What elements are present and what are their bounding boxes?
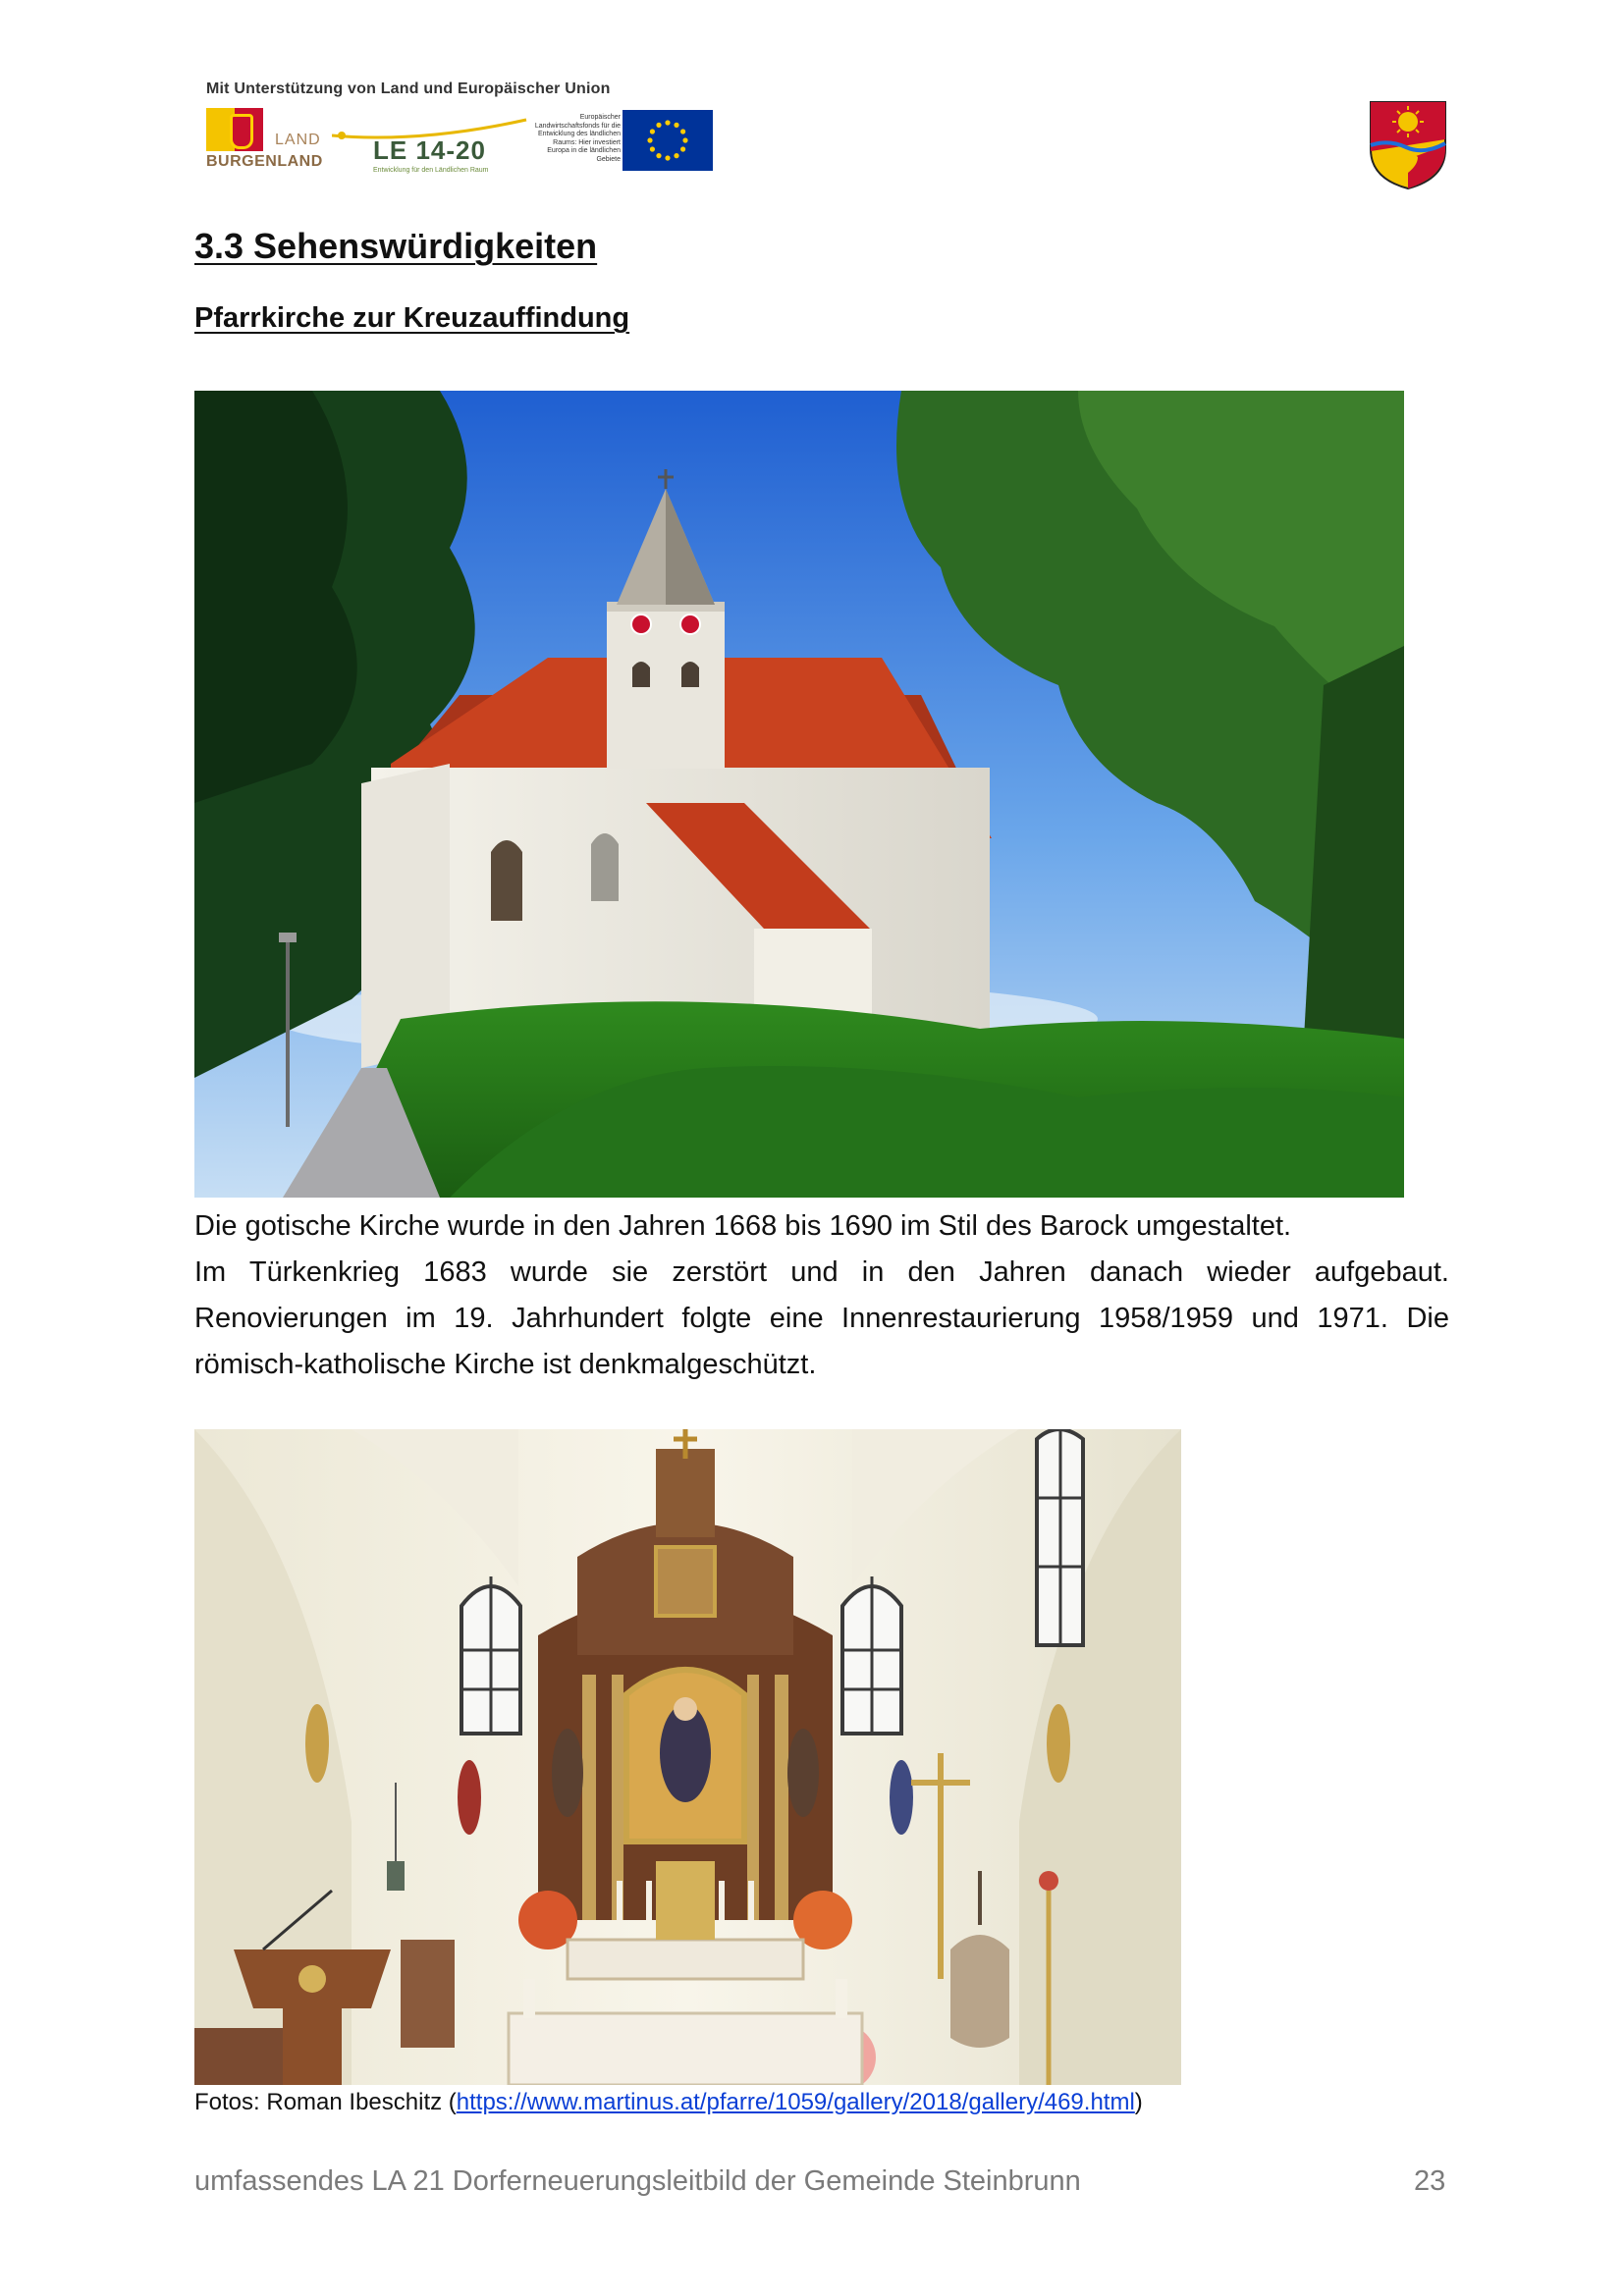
burgenland-logo-land: LAND [275,132,321,148]
body-paragraph-1: Die gotische Kirche wurde in den Jahren 1668 bis 1690 im Stil des Barock umgestaltet. [194,1210,1292,1242]
church-exterior-photo [194,391,1404,1198]
credit-prefix: Fotos: Roman Ibeschitz ( [194,2089,457,2115]
church-altar-photo [194,1429,1181,2085]
le-logo-text: LE 14-20 [373,135,486,165]
credit-suffix: ) [1134,2089,1143,2115]
subsection-title: Pfarrkirche zur Kreuzauffindung [194,302,630,334]
eu-fund-text: Europäischer Landwirtschaftsfonds für die Entwicklung des ländlichen Raums: Hier investiert Europa in die ländlichen Gebiete [534,114,621,163]
gallery-link[interactable]: https://www.martinus.at/pfarre/1059/gallery/2018/gallery/469.html [456,2089,1135,2115]
municipal-coat-of-arms-icon [1369,100,1447,190]
photo-credit [194,2089,1143,2116]
footer-text: umfassendes LA 21 Dorferneuerungsleitbild der Gemeinde Steinbrunn [194,2165,1081,2197]
eu-flag-icon [623,110,713,171]
section-title: 3.3 Sehenswürdigkeiten [194,226,598,266]
support-line: Mit Unterstützung von Land und Europäischer Union [206,80,611,97]
le-14-20-logo [332,114,528,177]
le-logo-subtitle: Entwicklung für den Ländlichen Raum [373,167,489,174]
page-number: 23 [1414,2165,1446,2197]
burgenland-logo-name: BURGENLAND [206,153,323,170]
body-paragraph-2: Im Türkenkrieg 1683 wurde sie zerstört und in den Jahren danach wieder aufgebaut. Renovierungen im 19. Jahrhundert folgte eine Innenrestaurierung 1958/1959 und 1971. Die römisch-katholische Kirche ist denkmalgeschützt. [194,1256,1449,1380]
burgenland-logo [206,108,324,169]
burgenland-eagle-icon [230,114,253,149]
body-text [194,1203,1449,1388]
